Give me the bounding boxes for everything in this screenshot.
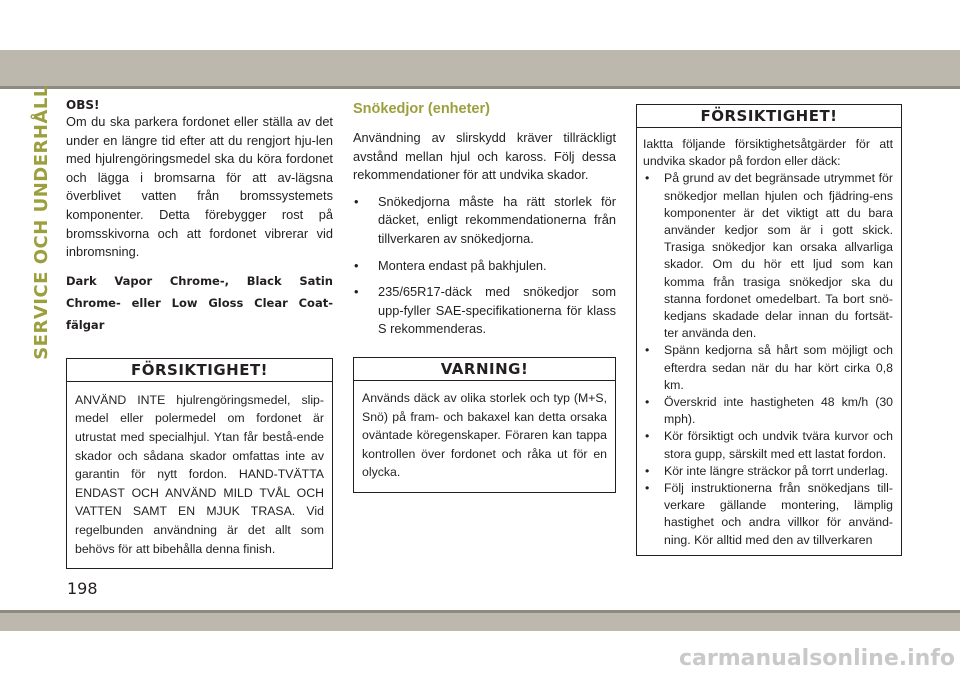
header-rule <box>0 86 960 89</box>
caution-box-chains <box>636 104 902 556</box>
list-item: • 235/65R17-däck med snökedjor som upp-fyller SAE-specifikationerna för klass S rekommenderas. <box>353 283 616 339</box>
wheel-subheading: Dark Vapor Chrome-, Black Satin Chrome- eller Low Gloss Clear Coat-fälgar <box>66 273 333 332</box>
list-item: • På grund av det begränsade utrymmet för snökedjor mellan hjulen och fjädring-ens komponenter är det viktigt att du bara använder kedjor som är i gott skick. Trasiga snökedjor kan orsaka allvarliga skador. Om du hör ett ljud som kan komma från trasiga snökedjor ska du stanna fordonet omedelbart. Ta bort snö-kedjans skadade delar innan du fortsät-ter använda den. <box>643 170 893 342</box>
caution-title: FÖRSIKTIGHET! <box>637 105 901 128</box>
watermark: carmanualsonline.info <box>679 646 955 671</box>
section-heading: Snökedjor (enheter) <box>353 101 490 117</box>
section-side-tab <box>30 85 52 360</box>
header-band <box>0 50 960 86</box>
snow-chain-list <box>353 193 616 339</box>
list-item: • Montera endast på bakhjulen. <box>353 257 616 276</box>
list-item: • Följ instruktionerna från snökedjans till-verkare gällande montering, lämplig hastighet och andra villkor för använd-ning. Kör alltid med den av tillverkaren <box>643 480 893 549</box>
list-item: • Kör försiktigt och undvik tvära kurvor och stora gupp, särskilt med ett lastat fordon. <box>643 428 893 462</box>
caution-intro: Iaktta följande försiktighetsåtgärder för att undvika skador på fordon eller däck: <box>643 137 893 169</box>
page-number: 198 <box>67 579 98 598</box>
list-item: • Kör inte längre sträckor på torrt underlag. <box>643 463 893 480</box>
caution-title: FÖRSIKTIGHET! <box>67 359 332 382</box>
column-middle <box>353 98 616 493</box>
list-item: • Överskrid inte hastigheten 48 km/h (30 mph). <box>643 394 893 428</box>
caution-list <box>643 170 893 548</box>
section-side-tab-label: SERVICE OCH UNDERHÅLL <box>30 85 52 360</box>
warning-text: Används däck av olika storlek och typ (M+S, Snö) på fram- och bakaxel kan detta orsaka oväntade köregenskaper. Föraren kan tappa kontrollen över fordonet och råka ut för en olycka. <box>362 390 607 480</box>
warning-title: VARNING! <box>354 358 615 381</box>
section-intro: Användning av slirskydd kräver tillräckligt avstånd mellan hjul och kaross. Följ dessa rekommendationer för att undvika skador. <box>353 130 616 183</box>
note-title: OBS! <box>66 98 100 112</box>
footer-band <box>0 613 960 631</box>
column-left <box>66 98 333 569</box>
note-text: Om du ska parkera fordonet eller ställa av det under en längre tid efter att du rengjort hju-len med hjulrengöringsmedel ska du köra fordonet och lägga i bromsarna för att av-lägsna överblivet vatten från bromssystemets komponenter. Detta förebygger rost på bromsskivorna och att fordonet vibrerar vid inbromsning. <box>66 114 333 260</box>
caution-text: ANVÄND INTE hjulrengöringsmedel, slip-medel eller polermedel om fordonet är utrustat med specialhjul. Ytan får bestå-ende skador och sådana skador omfattas inte av garantin för nytt fordon. HAND-TVÄTTA ENDAST OCH ANVÄND MILD TVÅL OCH VATTEN SAMT EN MJUK TRASA. Vid regelbunden användning är det allt som behövs för att bibehålla denna finish. <box>75 392 324 556</box>
caution-body <box>637 128 901 555</box>
column-right <box>636 104 902 556</box>
list-item: • Snökedjorna måste ha rätt storlek för däcket, enligt rekommendationerna från tillverkaren av snökedjorna. <box>353 193 616 249</box>
top-margin <box>0 0 960 50</box>
warning-box <box>353 357 616 493</box>
caution-box-wheels <box>66 358 333 569</box>
list-item: • Spänn kedjorna så hårt som möjligt och efterdra sedan när du har kört cirka 0,8 km. <box>643 342 893 394</box>
